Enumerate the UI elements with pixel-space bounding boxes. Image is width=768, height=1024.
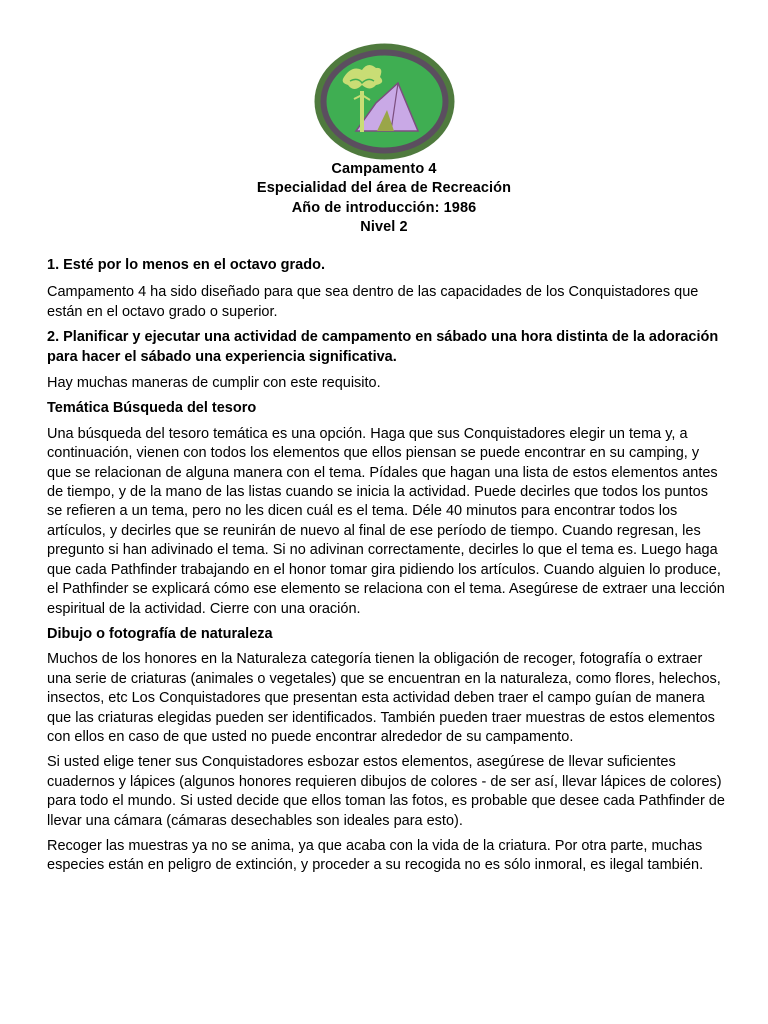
badge-level: Nivel 2 — [360, 218, 408, 235]
badge-title: Campamento 4 — [331, 161, 437, 177]
document-header — [0, 160, 768, 237]
subheading-nature-drawing: Dibujo o fotografía de naturaleza — [47, 625, 273, 642]
nature-drawing-text-1: Muchos de los honores en la Naturaleza categoría tienen la obligación de recoger, fotografía o extraer una serie de criaturas (animales o vegetales) que se encuentran en la naturaleza, como flores, helechos, insectos, etc Los Conquistadores que presentan esta actividad deben traer el campo guían de manera que las criaturas elegidas pueden ser identificados. También pueden traer muestras de estos elementos con ellos en caso de que usted no puede encontrar alrededor de su campamento. — [47, 651, 721, 745]
treasure-hunt-text: Una búsqueda del tesoro temática es una opción. Haga que sus Conquistadores elegir un tema y, a continuación, vienen con todos los elementos que ellos piensan se puede encontrar en su camping, y que se relacionan de alguna manera con el tema. Pídales que hagan una lista de estos elementos antes de tiempo, y de la mano de las listas cuando se inicia la actividad. Puede decirles que todos los puntos se refieren a un tema, pero no les dicen cuál es el tema. Déle 40 minutos para encontrar todos los artículos, y decirles que se reunirán de nuevo al final de ese período de tiempo. Cuando regresan, les pregunto si han adivinado el tema. Si no adivinan correctamente, decirles lo que el tema es. Luego haga que cada Pathfinder trabajando en el honor tomar gira pidiendo los artículos. Cuando alguien lo produce, el Pathfinder se explicará cómo ese elemento se relaciona con el tema. Asegúrese de extraer una lección espiritual de la actividad. Cierre con una oración. — [47, 425, 725, 617]
introduction-year: Año de introducción: 1986 — [291, 199, 477, 216]
nature-drawing-text-2: Si usted elige tener sus Conquistadores esbozar estos elementos, asegúrese de llevar suficientes cuadernos y lápices (algunos honores requieren dibujos de colores - de ser así, llevar lápices de colores) para todo el mundo. Si usted decide que ellos toman las fotos, es probable que desee cada Pathfinder de llevar una cámara (cámaras desechables son ideales para esto). — [47, 754, 725, 829]
requirement-1: 1. Esté por lo menos en el octavo grado. — [47, 257, 325, 273]
requirement-2-text: Hay muchas maneras de cumplir con este requisito. — [47, 375, 381, 392]
subheading-treasure-hunt: Temática Búsqueda del tesoro — [47, 400, 257, 417]
requirement-2: 2. Planificar y ejecutar una actividad de campamento en sábado una hora distinta de la adoración para hacer el sábado una experiencia significativa. — [47, 329, 719, 365]
requirement-1-text: Campamento 4 ha sido diseñado para que sea dentro de las capacidades de los Conquistadores que están en el octavo grado o superior. — [47, 284, 699, 320]
document-body — [47, 256, 727, 876]
nature-drawing-text-3: Recoger las muestras ya no se anima, ya que acaba con la vida de la criatura. Por otra parte, muchas especies están en peligro de extinción, y proceder a su recogida no es sólo inmoral, es ilegal también. — [47, 837, 704, 874]
camping-badge-icon — [314, 43, 455, 160]
specialty-area: Especialidad del área de Recreación — [256, 180, 512, 197]
